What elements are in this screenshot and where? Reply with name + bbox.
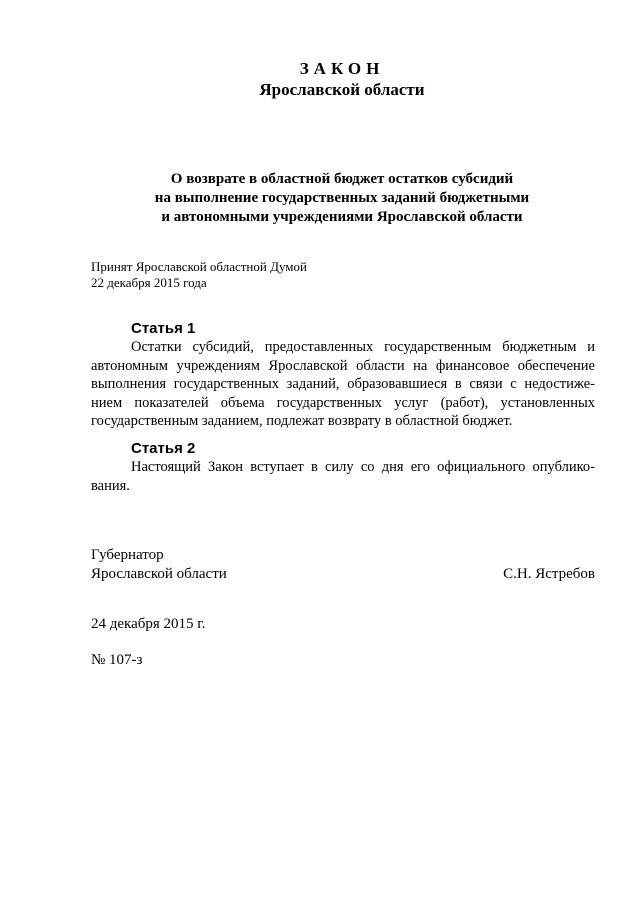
law-number: № 107-з <box>91 652 143 668</box>
adopted-by: Принят Ярославской областной Думой <box>91 259 307 274</box>
signature-row <box>91 565 595 584</box>
article-text-line: нием показателей объема государственных услуг (работ), установленных <box>91 394 595 411</box>
article-heading: Статья 2 <box>131 440 196 457</box>
adoption-date: 22 декабря 2015 года <box>91 275 207 290</box>
law-subject-line: О возврате в областной бюджет остатков субсидий <box>170 171 514 187</box>
article-heading: Статья 1 <box>131 320 196 337</box>
article-1 <box>91 320 595 431</box>
signer-position: Губернатор <box>91 547 164 563</box>
signing-date: 24 декабря 2015 г. <box>91 616 206 632</box>
law-subject-line: на выполнение государственных заданий бюджетными <box>154 190 530 206</box>
signature-block <box>91 546 595 584</box>
article-text-line: выполнения государственных заданий, образовавшиеся в связи с недостиже- <box>91 376 595 392</box>
signer-region: Ярославской области <box>91 566 227 582</box>
article-text-line: вания. <box>91 477 130 494</box>
article-text-line: Остатки субсидий, предоставленных государственным бюджетным и <box>131 339 595 355</box>
law-subject <box>0 170 640 227</box>
article-body <box>91 458 595 495</box>
law-subject-line: и автономными учреждениями Ярославской области <box>161 209 523 225</box>
article-text-line: Настоящий Закон вступает в силу со дня его официального опублико- <box>131 459 595 475</box>
adoption-info <box>91 259 307 291</box>
article-text-line: автономным учреждениям Ярославской области на финансовое обеспечение <box>91 357 595 374</box>
law-title: ЗАКОН <box>299 59 385 78</box>
article-body <box>91 338 595 431</box>
signer-name: С.Н. Ястребов <box>503 566 595 582</box>
article-text-line: государственным заданием, подлежат возврату в областной бюджет. <box>91 413 513 429</box>
article-2 <box>91 440 595 495</box>
region-title: Ярославской области <box>259 80 425 99</box>
